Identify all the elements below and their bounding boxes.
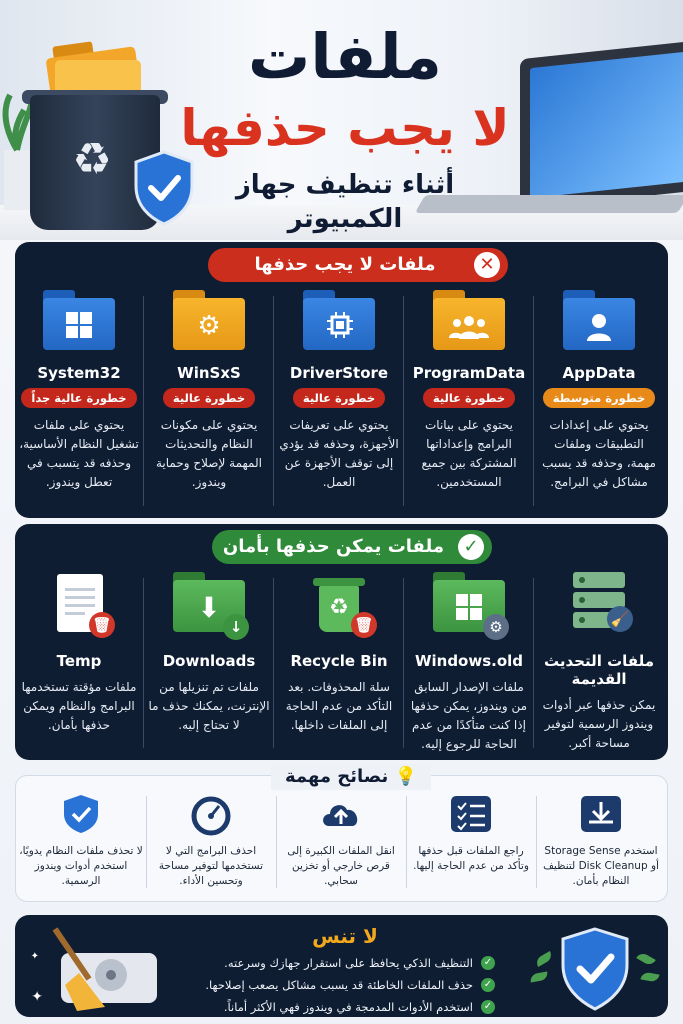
- gear-icon: ⚙: [197, 311, 221, 341]
- users-folder-icon: [433, 290, 505, 350]
- tip-item: [149, 794, 273, 889]
- gear-folder-icon: [173, 290, 245, 350]
- tip-item: [279, 794, 403, 889]
- severity-badge: خطورة عالية جداً: [21, 388, 136, 408]
- recycle-bin-icon: [303, 572, 375, 638]
- item-name: Temp: [56, 652, 102, 670]
- chip-folder-icon: [303, 290, 375, 350]
- item-name: ProgramData: [412, 364, 526, 382]
- item-description: يحتوي على تعريفات الأجهزة، وحذفه قد يؤدي إلى توقف الأجهزة عن العمل.: [279, 418, 399, 489]
- item-name: Downloads: [162, 652, 256, 670]
- windows-old-folder-icon: [433, 572, 505, 638]
- reminder-item: [165, 997, 495, 1017]
- leaf-decoration: [640, 971, 659, 982]
- danger-section-header: [208, 248, 508, 282]
- windows-folder-icon: [43, 290, 115, 350]
- safe-item-recycle-bin: [274, 572, 404, 735]
- tip-divider: [276, 796, 277, 888]
- lightbulb-icon: 💡: [394, 766, 417, 787]
- safe-item-old-updates: [534, 572, 664, 753]
- download-icon: ↓: [223, 614, 249, 640]
- checklist-icon: [449, 794, 493, 834]
- arrow-down-icon: ⬇: [197, 591, 221, 624]
- item-name: DriverStore: [289, 364, 389, 382]
- reminder-text: التنظيف الذكي يحافظ على استقرار جهازك وسرعته.: [224, 956, 473, 970]
- tip-item: [19, 794, 143, 889]
- danger-item-programdata: [404, 290, 534, 492]
- leaf-decoration: [636, 951, 656, 967]
- danger-files-panel: [15, 242, 668, 518]
- trash-icon: 🗑: [351, 612, 377, 638]
- gear-icon: ⚙: [483, 614, 509, 640]
- user-folder-icon: [563, 290, 635, 350]
- severity-badge: خطورة متوسطة: [543, 388, 656, 408]
- safe-files-panel: [15, 524, 668, 760]
- trash-icon: 🗑: [89, 612, 115, 638]
- tip-divider: [146, 796, 147, 888]
- item-description: يحتوي على إعدادات التطبيقات وملفات مهمة، وحذفه قد يسبب مشاكل في البرامج.: [542, 418, 656, 489]
- recycle-icon: ♻: [329, 595, 349, 620]
- reminder-item: [165, 975, 495, 995]
- item-name: System32: [37, 364, 121, 382]
- check-icon: ✓: [481, 1000, 495, 1014]
- item-name: Windows.old: [414, 652, 524, 670]
- safe-header-text: ملفات يمكن حذفها بأمان: [222, 536, 444, 557]
- hero-title-line1: ملفات: [248, 20, 442, 93]
- item-description: يحتوي على ملفات تشغيل النظام الأساسية، وحذفه قد يتسبب في تعطل ويندوز.: [19, 418, 139, 489]
- reminder-item: [165, 953, 495, 973]
- item-description: يمكن حذفها عبر أدوات ويندوز الرسمية لتوفير مساحة أكبر.: [542, 698, 656, 750]
- danger-header-text: ملفات لا يجب حذفها: [254, 254, 436, 275]
- item-description: يحتوي على مكونات النظام والتحديثات المهمة لإصلاح وحماية ويندوز.: [156, 418, 262, 489]
- tip-text: انقل الملفات الكبيرة إلى قرص خارجي أو تخزين سحابي.: [287, 845, 395, 887]
- severity-badge: خطورة عالية: [163, 388, 255, 408]
- item-description: يحتوي على بيانات البرامج وإعداداتها المشتركة بين جميع المستخدمين.: [421, 418, 517, 489]
- check-icon: ✓: [481, 956, 495, 970]
- download-tray-icon: [579, 794, 623, 834]
- reminder-text: حذف الملفات الخاطئة قد يسبب مشاكل يصعب إصلاحها.: [205, 978, 473, 992]
- item-description: ملفات تم تنزيلها من الإنترنت، يمكنك حذف ما لا تحتاج إليه.: [148, 680, 270, 732]
- danger-item-driverstore: [274, 290, 404, 492]
- hard-drive-broom-icon: [30, 923, 165, 1013]
- severity-badge: خطورة عالية: [293, 388, 385, 408]
- danger-item-winsxs: [144, 290, 274, 492]
- reminder-text: استخدم الأدوات المدمجة في ويندوز فهي الأكثر أماناً.: [223, 1000, 473, 1014]
- tips-panel: [15, 766, 668, 902]
- tip-item: [409, 794, 533, 874]
- temp-file-icon: [43, 572, 115, 638]
- danger-item-appdata: [534, 290, 664, 492]
- tip-divider: [536, 796, 537, 888]
- speedometer-icon: [189, 794, 233, 834]
- item-name: Recycle Bin: [290, 652, 388, 670]
- tip-text: احذف البرامج التي لا تستخدمها لتوفير مساحة وتحسين الأداء.: [158, 845, 264, 887]
- tip-item: [539, 794, 663, 889]
- hero-banner: [0, 0, 683, 240]
- tip-text: راجع الملفات قبل حذفها وتأكد من عدم الحاجة إليها.: [413, 845, 529, 872]
- safe-section-header: [212, 530, 492, 564]
- severity-badge: خطورة عالية: [423, 388, 515, 408]
- item-name: AppData: [562, 364, 636, 382]
- hero-title-line3: أثناء تنظيف جهاز الكمبيوتر: [235, 170, 455, 234]
- tip-divider: [406, 796, 407, 888]
- x-circle-icon: ✕: [474, 252, 500, 278]
- safe-item-downloads: [144, 572, 274, 735]
- recycle-icon: ♻: [72, 134, 112, 185]
- server-broom-icon: 🧹: [563, 572, 635, 638]
- tips-title-text: نصائح مهمة: [285, 766, 389, 787]
- item-description: سلة المحذوفات. بعد التأكد من عدم الحاجة إلى الملفات داخلها.: [285, 680, 393, 732]
- item-name: ملفات التحديث القديمة: [543, 652, 655, 688]
- tip-text: لا تحذف ملفات النظام يدويًا، استخدم أدوات ويندوز الرسمية.: [19, 845, 143, 887]
- reminder-panel: [15, 915, 668, 1017]
- laptop-icon: [520, 41, 683, 209]
- item-description: ملفات مؤقتة تستخدمها البرامج والنظام ويمكن حذفها بأمان.: [21, 680, 137, 732]
- check-circle-icon: ✓: [458, 534, 484, 560]
- hero-title-line2: لا يجب حذفها: [180, 99, 510, 157]
- leaf-decoration: [534, 951, 554, 967]
- svg-text:✦: ✦: [31, 989, 43, 1005]
- check-icon: ✓: [481, 978, 495, 992]
- shield-check-icon: [59, 794, 103, 834]
- item-description: ملفات الإصدار السابق من ويندوز، يمكن حذفها إذا كنت متأكدًا من عدم الحاجة للرجوع إليه.: [410, 680, 528, 751]
- leaf-decoration: [529, 971, 548, 982]
- safe-item-temp: [14, 572, 144, 735]
- danger-item-system32: [14, 290, 144, 492]
- cloud-upload-icon: [319, 794, 363, 834]
- shield-check-icon: [555, 925, 635, 1013]
- reminder-title: لا تنس: [312, 924, 378, 948]
- reminder-list: [165, 953, 495, 1019]
- download-folder-icon: [173, 572, 245, 638]
- tips-title: [271, 764, 431, 790]
- tip-text: استخدم Storage Sense أو Disk Cleanup لتنظيف النظام بأمان.: [543, 845, 659, 887]
- safe-item-windows-old: [404, 572, 534, 754]
- item-name: WinSxS: [177, 364, 241, 382]
- svg-text:✦: ✦: [30, 951, 39, 962]
